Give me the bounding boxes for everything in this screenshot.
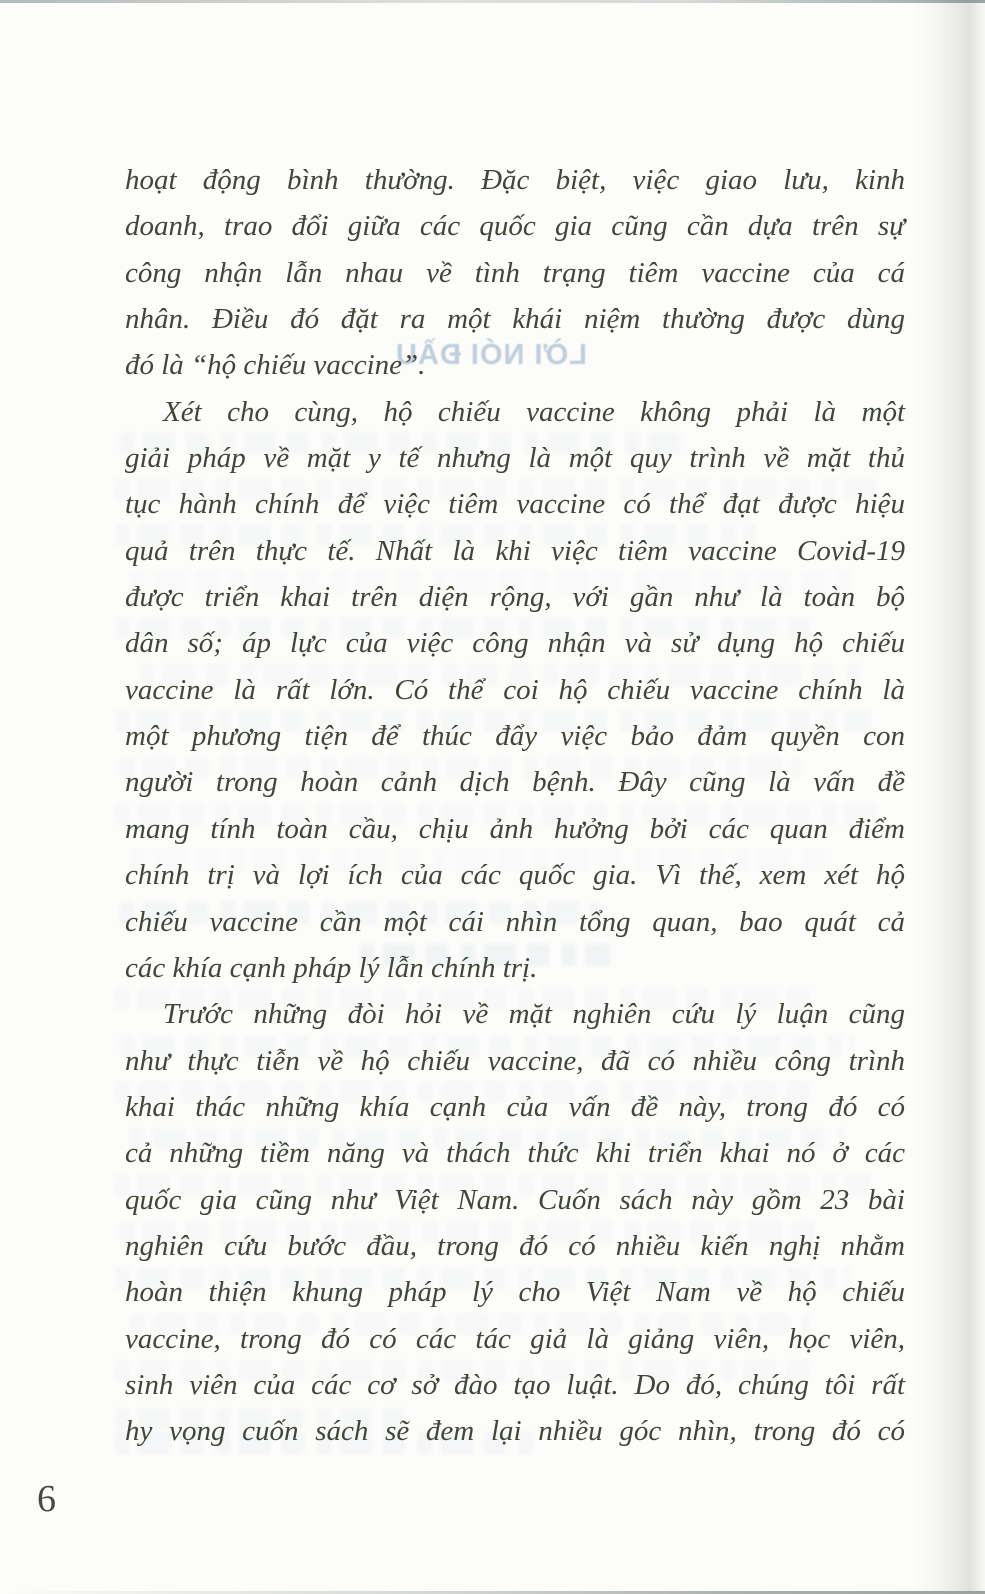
text-line: tục hành chính để việc tiêm vaccine có thể đạt được hiệu xyxy=(125,488,905,521)
page-number: 6 xyxy=(37,1478,56,1520)
paragraph xyxy=(125,991,905,1454)
body-text xyxy=(125,157,905,1455)
text-line: Xét cho cùng, hộ chiếu vaccine không phải là một xyxy=(163,395,905,428)
text-line: vaccine là rất lớn. Có thể coi hộ chiếu vaccine chính là xyxy=(125,673,905,706)
paragraph xyxy=(125,157,905,389)
text-line: dân số; áp lực của việc công nhận và sử dụng hộ chiếu xyxy=(125,627,905,660)
text-line: doanh, trao đổi giữa các quốc gia cũng cần dựa trên sự xyxy=(125,210,905,243)
text-line: hoạt động bình thường. Đặc biệt, việc giao lưu, kinh xyxy=(125,164,905,196)
text-line: như thực tiễn về hộ chiếu vaccine, đã có nhiều công trình xyxy=(125,1044,905,1077)
text-line: chiếu vaccine cần một cái nhìn tổng quan, bao quát cả xyxy=(125,905,905,938)
text-line: đó là “hộ chiếu vaccine”. xyxy=(125,349,426,382)
text-line: hoàn thiện khung pháp lý cho Việt Nam về hộ chiếu xyxy=(125,1276,905,1309)
text-line: hy vọng cuốn sách sẽ đem lại nhiều góc nhìn, trong đó có xyxy=(125,1415,905,1448)
text-line: quả trên thực tế. Nhất là khi việc tiêm vaccine Covid-19 xyxy=(125,534,905,567)
text-line: chính trị và lợi ích của các quốc gia. Vì thế, xem xét hộ xyxy=(125,859,905,892)
text-line: công nhận lẫn nhau về tình trạng tiêm vaccine của cá xyxy=(125,256,905,289)
text-line: giải pháp về mặt y tế nhưng là một quy trình về mặt thủ xyxy=(125,442,905,475)
text-line: cả những tiềm năng và thách thức khi triển khai nó ở các xyxy=(125,1137,905,1170)
text-line: nhân. Điều đó đặt ra một khái niệm thường được dùng xyxy=(125,303,905,336)
paragraph xyxy=(125,389,905,991)
text-line: sinh viên của các cơ sở đào tạo luật. Do đó, chúng tôi rất xyxy=(125,1368,905,1401)
text-line: người trong hoàn cảnh dịch bệnh. Đây cũng là vấn đề xyxy=(125,766,905,799)
page-gutter-shadow xyxy=(915,0,985,1594)
text-line: vaccine, trong đó có các tác giả là giảng viên, học viên, xyxy=(125,1322,905,1355)
text-line: Trước những đòi hỏi về mặt nghiên cứu lý luận cũng xyxy=(163,998,905,1031)
text-line: mang tính toàn cầu, chịu ảnh hưởng bởi các quan điểm xyxy=(125,812,905,845)
scan-top-edge xyxy=(0,0,985,3)
text-line: nghiên cứu bước đầu, trong đó có nhiều kiến nghị nhằm xyxy=(125,1229,905,1262)
text-line: quốc gia cũng như Việt Nam. Cuốn sách này gồm 23 bài xyxy=(125,1183,905,1216)
text-line: được triển khai trên diện rộng, với gần như là toàn bộ xyxy=(125,581,905,614)
text-line: khai thác những khía cạnh của vấn đề này, trong đó có xyxy=(125,1090,905,1123)
text-line: các khía cạnh pháp lý lẫn chính trị. xyxy=(125,951,538,984)
text-line: một phương tiện để thúc đẩy việc bảo đảm quyền con xyxy=(125,720,905,753)
bleedthrough-chapter-title: LỜI NÓI ĐẦU xyxy=(394,339,587,371)
